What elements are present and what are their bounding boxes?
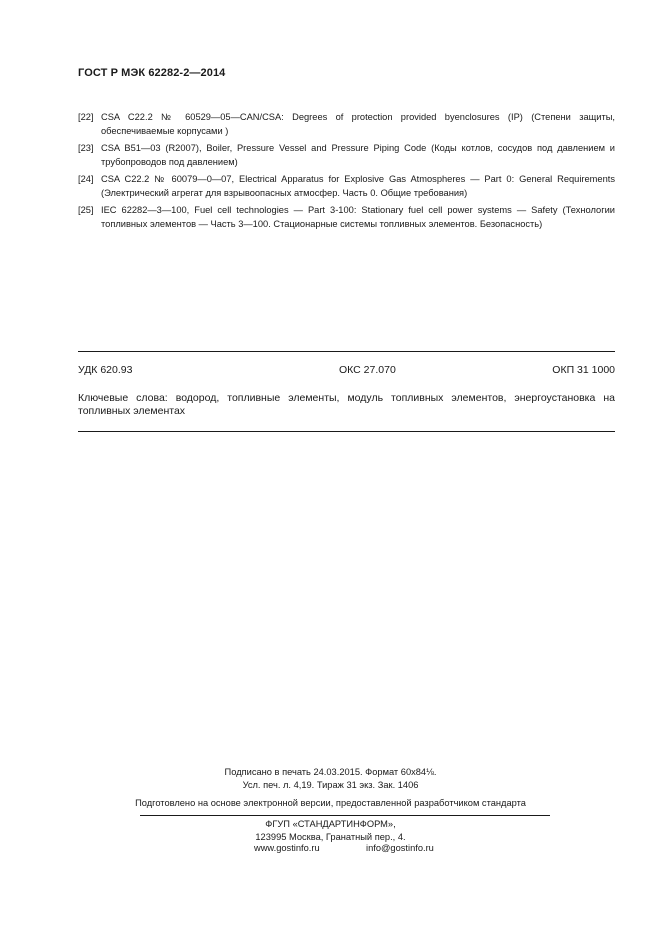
oks-code: ОКС 27.070: [339, 364, 396, 376]
udk-code: УДК 620.93: [78, 364, 133, 376]
reference-list: [78, 110, 615, 234]
reference-item: [78, 172, 615, 200]
reference-item: [78, 203, 615, 231]
imprint-divider: [140, 815, 550, 816]
reference-number: [23]: [78, 143, 94, 153]
reference-item: [78, 141, 615, 169]
reference-text: CSA C22.2 № 60079—0—07, Electrical Apparatus for Explosive Gas Atmospheres — Part 0: General Requirements (Электрический агрегат для взрывоопасных атмосфер. Часть 0. Общие требования): [101, 174, 615, 198]
website-link[interactable]: www.gostinfo.ru: [254, 843, 320, 853]
publisher-name: ФГУП «СТАНДАРТИНФОРМ»,: [265, 819, 396, 829]
email-link[interactable]: info@gostinfo.ru: [366, 843, 434, 853]
reference-text: CSA B51—03 (R2007), Boiler, Pressure Vessel and Pressure Piping Code (Коды котлов, сосудов под давлением и трубопроводов под давлением): [101, 143, 615, 167]
okp-code: ОКП 31 1000: [552, 364, 615, 376]
imprint-prepared: Подготовлено на основе электронной версии, предоставленной разработчиком стандарта: [135, 798, 526, 808]
reference-number: [25]: [78, 205, 94, 215]
reference-number: [24]: [78, 174, 94, 184]
reference-text: IEC 62282—3—100, Fuel cell technologies — Part 3-100: Stationary fuel cell power systems — Safety (Технологии топливных элементов — Часть 3—100. Стационарные системы топливных элементов. Безопасность): [101, 205, 615, 229]
reference-item: [78, 110, 615, 138]
keywords-text: водород, топливные элементы, модуль топливных элементов, энергоустановка на топливных элементах: [78, 392, 615, 417]
reference-text: CSA C22.2 № 60529—05—CAN/CSA: Degrees of protection provided byenclosures (IP) (Степени защиты, обеспечиваемые корпусами ): [101, 112, 615, 136]
divider-bottom: [78, 431, 615, 432]
keywords-label: Ключевые слова:: [78, 392, 168, 404]
reference-number: [22]: [78, 112, 94, 122]
keywords: [78, 392, 615, 418]
document-header: ГОСТ Р МЭК 62282-2—2014: [78, 67, 226, 79]
imprint-print-info: Усл. печ. л. 4,19. Тираж 31 экз. Зак. 1406: [242, 780, 419, 790]
imprint-signed: Подписано в печать 24.03.2015. Формат 60x84⅛.: [224, 767, 437, 777]
divider-top: [78, 351, 615, 352]
publisher-address: 123995 Москва, Гранатный пер., 4.: [255, 832, 406, 842]
